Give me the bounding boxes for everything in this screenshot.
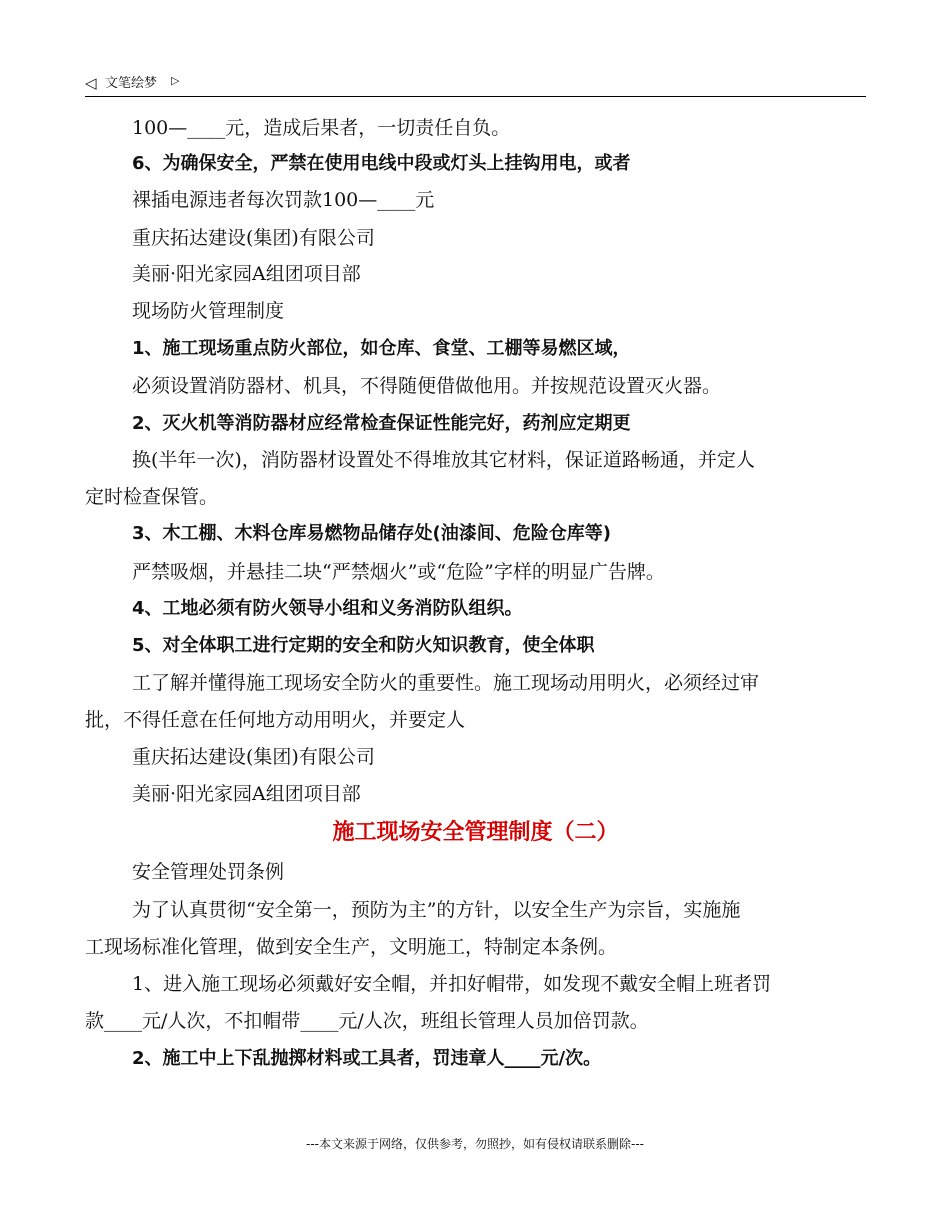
text-line: 款____元/人次，不扣帽带____元/人次，班组长管理人员加倍罚款。 <box>85 1010 649 1032</box>
text-line: 美丽·阳光家园A组团项目部 <box>132 783 361 805</box>
text-line: 换(半年一次)，消防器材设置处不得堆放其它材料，保证道路畅通，并定人 <box>132 449 755 471</box>
text-line: 1、进入施工现场必须戴好安全帽，并扣好帽带，如发现不戴安全帽上班者罚 <box>132 973 772 995</box>
page-footer: ---本文来源于网络，仅供参考，勿照抄，如有侵权请联系删除--- <box>306 1137 644 1151</box>
text-line: 3、木工棚、木料仓库易燃物品储存处(油漆间、危险仓库等) <box>132 523 611 544</box>
left-triangle-icon: ◁ <box>85 74 97 92</box>
text-line: 美丽·阳光家园A组团项目部 <box>132 263 361 285</box>
text-line: 1、施工现场重点防火部位，如仓库、食堂、工棚等易燃区域， <box>132 338 631 359</box>
text-line: 2、灭火机等消防器材应经常检查保证性能完好，药剂应定期更 <box>132 413 631 434</box>
text-line: 重庆拓达建设(集团)有限公司 <box>132 227 375 249</box>
text-line: 2、施工中上下乱抛掷材料或工具者，罚违章人____元/次。 <box>132 1048 602 1069</box>
text-line: 工了解并懂得施工现场安全防火的重要性。施工现场动用明火，必须经过审 <box>132 672 760 694</box>
section-title: 施工现场安全管理制度（二） <box>332 819 619 845</box>
text-line: 批，不得任意在任何地方动用明火，并要定人 <box>85 709 466 731</box>
text-line: 严禁吸烟，并悬挂二块“严禁烟火”或“危险”字样的明显广告牌。 <box>132 561 665 583</box>
text-line: 为了认真贯彻“安全第一，预防为主”的方针，以安全生产为宗旨，实施施 <box>132 899 741 921</box>
text-line: 工现场标准化管理，做到安全生产，文明施工，特制定本条例。 <box>85 936 618 958</box>
text-line: 100—____元，造成后果者，一切责任自负。 <box>132 117 511 139</box>
page-header <box>85 72 866 97</box>
text-line: 安全管理处罚条例 <box>132 861 285 883</box>
text-line: 重庆拓达建设(集团)有限公司 <box>132 746 375 768</box>
text-line: 现场防火管理制度 <box>132 300 285 322</box>
text-line: 5、对全体职工进行定期的安全和防火知识教育，使全体职 <box>132 635 595 656</box>
text-line: 必须设置消防器材、机具，不得随便借做他用。并按规范设置灭火器。 <box>132 375 722 397</box>
text-line: 6、为确保安全，严禁在使用电线中段或灯头上挂钩用电，或者 <box>132 153 631 174</box>
text-line: 4、工地必须有防火领导小组和义务消防队组织。 <box>132 598 523 619</box>
text-line: 定时检查保管。 <box>85 486 219 508</box>
header-title: 文笔绘梦 <box>105 76 158 91</box>
text-line: 裸插电源违者每次罚款100—____元 <box>132 189 435 211</box>
right-triangle-icon: ▷ <box>171 74 180 87</box>
